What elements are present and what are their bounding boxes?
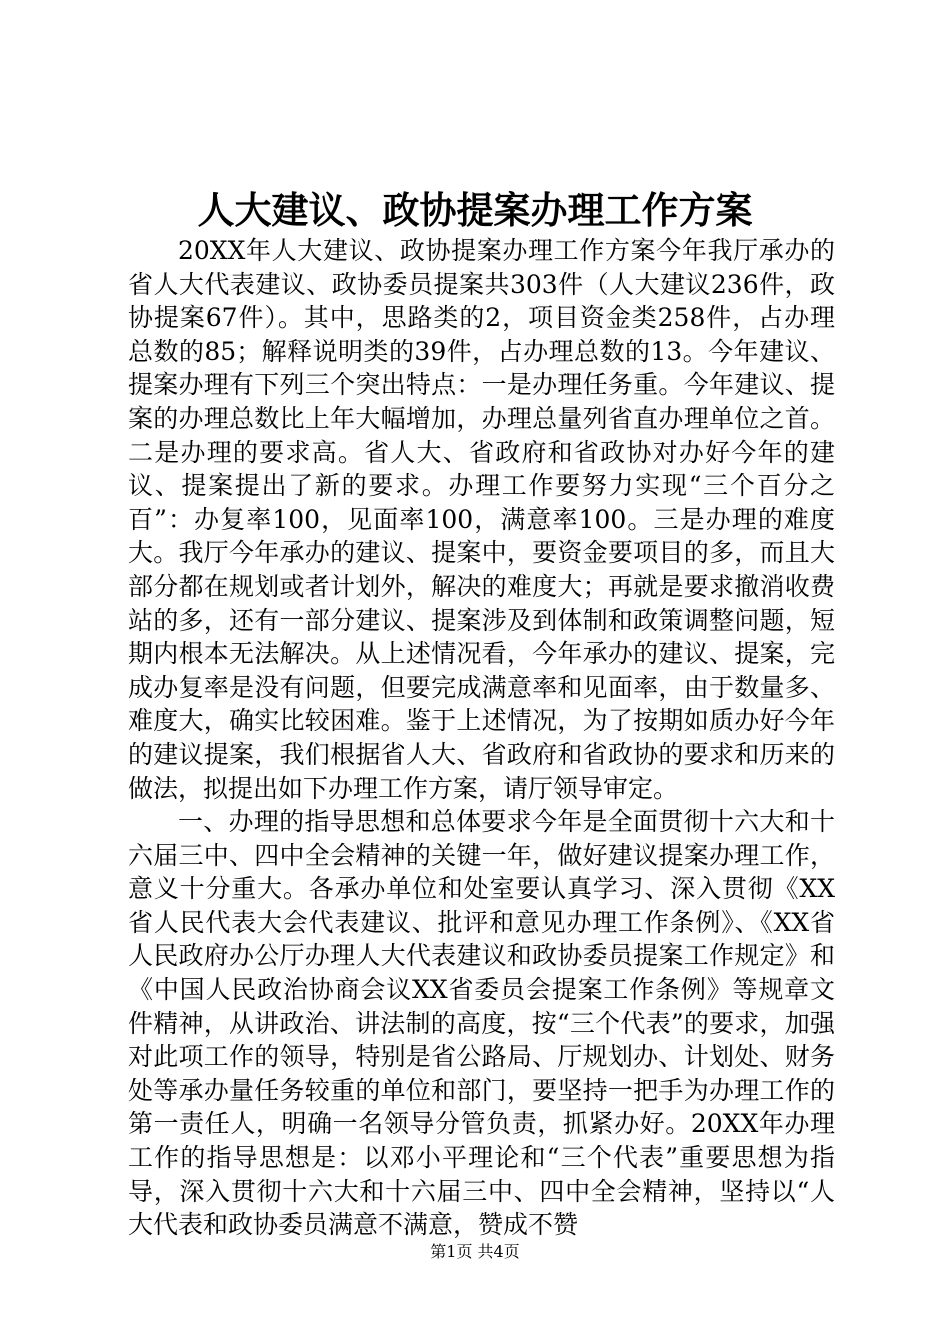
paragraph-guiding-principles: 一、办理的指导思想和总体要求今年是全面贯彻十六大和十六届三中、四中全会精神的关键一年，做好建议提案办理工作，意义十分重大。各承办单位和处室要认真学习、深入贯彻《XX省人民代表大会代表建议、批评和意见办理工作条例》、《XX省人民政府办公厅办理人大代表建议和政协委员提案工作规定》和《中国人民政治协商会议XX省委员会提案工作条例》等规章文件精神，从讲政治、讲法制的高度，按“三个代表”的要求，加强对此项工作的领导，特别是省公路局、厅规划办、计划处、财务处等承办量任务较重的单位和部门，要坚持一把手为办理工作的第一责任人，明确一名领导分管负责，抓紧办好。20XX年办理工作的指导思想是：以邓小平理论和“三个代表”重要思想为指导，深入贯彻十六大和十六届三中、四中全会精神，坚持以“人大代表和政协委员满意不满意，赞成不赞 bbox=[128, 807, 835, 1240]
page-number-footer: 第1页 共4页 bbox=[430, 1242, 520, 1261]
paragraph-intro: 20XX年人大建议、政协提案办理工作方案今年我厅承办的省人大代表建议、政协委员提案共303件（人大建议236件，政协提案67件）。其中，思路类的2，项目资金类258件，占办理总数的85；解释说明类的39件，占办理总数的13。今年建议、提案办理有下列三个突出特点：一是办理任务重。今年建议、提案的办理总数比上年大幅增加，办理总量列省直办理单位之首。二是办理的要求高。省人大、省政府和省政协对办好今年的建议、提案提出了新的要求。办理工作要努力实现“三个百分之百”：办复率100，见面率100，满意率100。三是办理的难度大。我厅今年承办的建议、提案中，要资金要项目的多，而且大部分都在规划或者计划外，解决的难度大；再就是要求撤消收费站的多，还有一部分建议、提案涉及到体制和政策调整问题，短期内根本无法解决。从上述情况看，今年承办的建议、提案，完成办复率是没有问题，但要完成满意率和见面率，由于数量多、难度大，确实比较困难。鉴于上述情况，为了按期如质办好今年的建议提案，我们根据省人大、省政府和省政协的要求和历来的做法，拟提出如下办理工作方案，请厅领导审定。 bbox=[128, 236, 835, 803]
document-title: 人大建议、政协提案办理工作方案 bbox=[197, 188, 753, 232]
document-body bbox=[128, 234, 835, 1242]
